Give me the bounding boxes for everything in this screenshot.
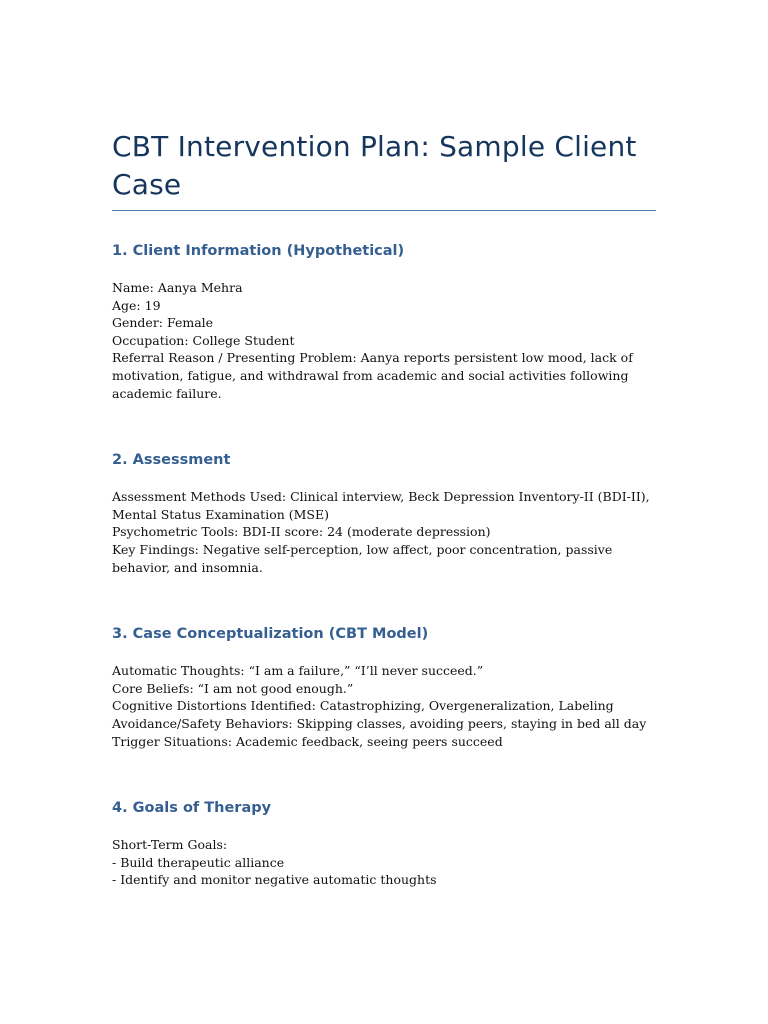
client-name-line: Name: Aanya Mehra — [112, 280, 243, 295]
avoidance-behaviors-line: Avoidance/Safety Behaviors: Skipping classes, avoiding peers, staying in bed all day — [112, 715, 647, 731]
section-heading: 3. Case Conceptualization (CBT Model) — [112, 626, 429, 643]
trigger-situations-line: Trigger Situations: Academic feedback, seeing peers succeed — [112, 733, 503, 749]
section-body — [112, 836, 656, 889]
section-goals-of-therapy — [112, 798, 656, 889]
section-heading: 2. Assessment — [112, 452, 231, 469]
core-beliefs-line: Core Beliefs: “I am not good enough.” — [112, 680, 354, 696]
assessment-methods-line: Assessment Methods Used: Clinical interview, Beck Depression Inventory-II (BDI-II), Mental Status Examination (MSE) — [112, 489, 650, 522]
client-age-line: Age: 19 — [112, 297, 161, 313]
goal-list-item: - Identify and monitor negative automatic thoughts — [112, 872, 437, 888]
section-client-information — [112, 241, 656, 402]
section-case-conceptualization — [112, 624, 656, 750]
client-gender-line: Gender: Female — [112, 315, 214, 331]
document-page — [112, 128, 656, 889]
section-heading: 4. Goals of Therapy — [112, 800, 272, 817]
section-body — [112, 662, 656, 750]
section-assessment — [112, 450, 656, 576]
key-findings-line: Key Findings: Negative self-perception, low affect, poor concentration, passive behavior, and insomnia. — [112, 541, 613, 575]
section-body — [112, 488, 656, 576]
short-term-goals-label: Short-Term Goals: — [112, 837, 228, 853]
automatic-thoughts-line: Automatic Thoughts: “I am a failure,” “I’ll never succeed.” — [112, 663, 484, 679]
section-body — [112, 279, 656, 402]
document-title: CBT Intervention Plan: Sample Client Case — [112, 130, 637, 201]
goal-list-item: - Build therapeutic alliance — [112, 854, 285, 870]
referral-reason-line: Referral Reason / Presenting Problem: Aanya reports persistent low mood, lack of motivation, fatigue, and withdrawal from academic and social activities following academic failure. — [112, 350, 633, 401]
psychometric-tools-line: Psychometric Tools: BDI-II score: 24 (moderate depression) — [112, 524, 491, 540]
title-underline — [112, 210, 656, 211]
cognitive-distortions-line: Cognitive Distortions Identified: Catastrophizing, Overgeneralization, Labeling — [112, 698, 614, 714]
section-heading: 1. Client Information (Hypothetical) — [112, 243, 405, 259]
client-occupation-line: Occupation: College Student — [112, 332, 295, 348]
